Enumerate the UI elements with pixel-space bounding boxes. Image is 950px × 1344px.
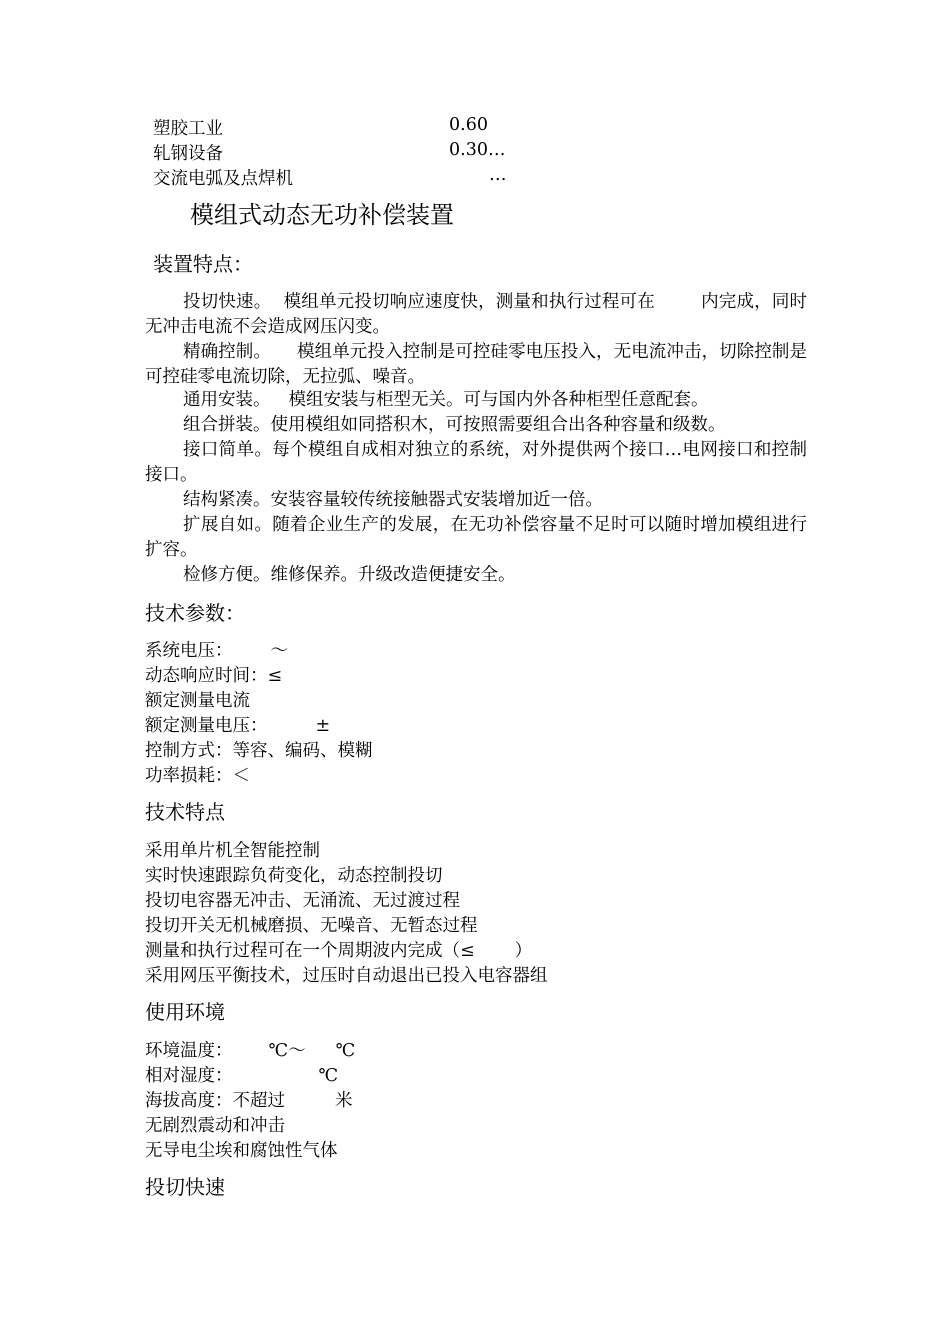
feature-text: 模组单元投切响应速度快，测量和执行过程可在: [283, 292, 655, 312]
feature-paragraph: [145, 513, 807, 563]
env-value: 米: [335, 1091, 353, 1111]
document-title: 模组式动态无功补偿装置: [190, 201, 454, 229]
feature-text: 模组单元投入控制是可控硅零电压投入，无电流冲击，切除控制是可控硅零电流切除，无拉弧、噪音。: [145, 342, 808, 387]
param-label: 额定测量电压：: [145, 716, 268, 736]
tech-params-heading: 技术参数：: [145, 601, 245, 625]
feature-paragraph: [145, 438, 807, 488]
param-value: 等容、编码、模糊: [232, 741, 373, 761]
env-label: 无导电尘埃和腐蚀性气体: [145, 1141, 338, 1161]
feature-text: 随着企业生产的发展，在无功补偿容量不足时可以随时增加模组进行扩容。: [145, 515, 808, 560]
list-item: 采用单片机全智能控制: [145, 841, 320, 861]
param-row: [145, 762, 810, 787]
feature-label: 投切快速。: [183, 292, 272, 312]
feature-text: 安装容量较传统接触器式安装增加近一倍。: [270, 490, 603, 510]
industry-value: 0.60: [449, 115, 488, 135]
env-value: ℃: [335, 1041, 356, 1061]
param-label: 控制方式：: [145, 741, 233, 761]
env-row: [145, 1087, 810, 1112]
env-row: [145, 1037, 810, 1062]
feature-text: 内完成，同时无冲击电流不会造成网压闪变。: [145, 292, 808, 337]
environment-heading: 使用环境: [145, 1000, 225, 1024]
tech-features-heading: 技术特点: [145, 800, 225, 824]
feature-label: 精确控制。: [183, 342, 271, 362]
param-value: ≤: [267, 666, 283, 686]
industry-value: …: [489, 165, 507, 185]
feature-paragraph: [145, 340, 807, 390]
param-row: [145, 737, 810, 762]
feature-text: 模组安装与柜型无关。可与国内外各种柜型任意配套。: [288, 390, 709, 410]
env-label: 无剧烈震动和冲击: [145, 1116, 285, 1136]
param-row: [145, 662, 810, 687]
env-label: 相对湿度：: [145, 1066, 233, 1086]
feature-label: 检修方便。: [183, 565, 271, 585]
feature-label: 通用安装。: [183, 390, 271, 410]
env-row: [145, 1137, 810, 1162]
param-value: ～: [270, 641, 288, 661]
feature-paragraph: [145, 290, 807, 340]
list-item: 采用网压平衡技术，过压时自动退出已投入电容器组: [145, 966, 548, 986]
list-item: 投切开关无机械磨损、无噪音、无暂态过程: [145, 916, 478, 936]
env-value: ℃: [318, 1066, 339, 1086]
feature-paragraph: [145, 563, 807, 588]
env-label: 海拔高度：不超过: [145, 1091, 285, 1111]
feature-text: 维修保养。升级改造便捷安全。: [270, 565, 516, 585]
feature-paragraph: [145, 413, 807, 438]
param-row: [145, 687, 810, 712]
feature-label: 扩展自如。: [183, 515, 273, 535]
env-row: [145, 1062, 810, 1087]
param-value: ±: [315, 716, 331, 736]
feature-label: 结构紧凑。: [183, 490, 271, 510]
param-label: 系统电压：: [145, 641, 233, 661]
param-value: ＜: [232, 766, 250, 786]
param-row: [145, 637, 810, 662]
param-row: [145, 712, 810, 737]
feature-label: 组合拼装。: [183, 415, 271, 435]
feature-label: 接口简单。: [183, 440, 273, 460]
list-item: 投切电容器无冲击、无涌流、无过渡过程: [145, 891, 460, 911]
env-value: ℃～: [268, 1041, 306, 1061]
list-item: 实时快速跟踪负荷变化，动态控制投切: [145, 866, 443, 886]
list-item: [145, 937, 810, 962]
param-label: 功率损耗：: [145, 766, 233, 786]
feature-paragraph: [145, 388, 807, 413]
feature-text: 使用模组如同搭积木，可按照需要组合出各种容量和级数。: [270, 415, 726, 435]
industry-name: 轧钢设备: [153, 144, 223, 164]
features-heading: 装置特点：: [153, 252, 253, 276]
param-label: 额定测量电流: [145, 691, 250, 711]
final-heading: 投切快速: [145, 1175, 225, 1199]
feature-paragraph: [145, 488, 807, 513]
list-item-text: 测量和执行过程可在一个周期波内完成（≤: [145, 941, 475, 961]
industry-name: 交流电弧及点焊机: [153, 169, 293, 189]
env-row: [145, 1112, 810, 1137]
param-label: 动态响应时间：: [145, 666, 268, 686]
industry-name: 塑胶工业: [153, 119, 223, 139]
env-label: 环境温度：: [145, 1041, 233, 1061]
feature-text: 每个模组自成相对独立的系统，对外提供两个接口…电网接口和控制接口。: [145, 440, 808, 485]
closing-paren: ）: [514, 941, 533, 961]
industry-value: 0.30…: [449, 140, 506, 160]
